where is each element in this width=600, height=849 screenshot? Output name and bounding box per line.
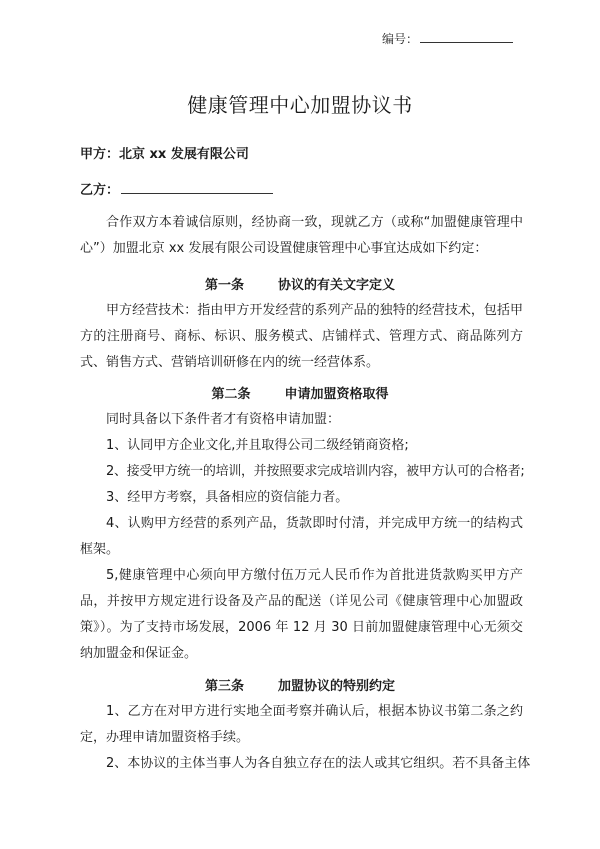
section-2-paragraph-4: 3、经甲方考察，具备相应的资信能力者。 (106, 490, 349, 505)
section-2-heading: 申请加盟资格取得 (284, 387, 389, 402)
section-2-paragraph-6: 5,健康管理中心须向甲方缴付伍万元人民币作为首批进货款购买甲方产品，并按甲方规定进行设备及产品的配送（详见公司《健康管理中心加盟政策》）。为了支持市场发展，2006 年 12 月 30 日前加盟健康管理中心无须交纳加盟金和保证金。 (80, 568, 523, 661)
document-number-blank (420, 30, 513, 43)
section-2-paragraph-5: 4、认购甲方经营的系列产品，货款即时付清，并完成甲方统一的结构式框架。 (80, 516, 523, 557)
section-1-body (80, 298, 523, 376)
section-3-paragraph-2: 2、本协议的主体当事人为各自独立存在的法人或其它组织。若不具备主体 (106, 756, 531, 771)
section-1-heading: 协议的有关文字定义 (278, 278, 396, 293)
section-2-paragraph-3: 2、接受甲方统一的培训，并按照要求完成培训内容，被甲方认可的合格者; (106, 464, 525, 479)
section-2-paragraph-1: 同时具备以下条件者才有资格申请加盟： (106, 412, 341, 427)
section-2-paragraph-2: 1、认同甲方企业文化,并且取得公司二级经销商资格; (106, 438, 409, 453)
section-2-body (80, 407, 523, 667)
party-b-blank (121, 180, 273, 194)
party-a-label: 甲方：北京 xx 发展有限公司 (80, 147, 249, 162)
party-b-label: 乙方： (80, 183, 120, 198)
section-3-title (0, 678, 600, 696)
section-3-body (80, 699, 531, 777)
intro-block (80, 210, 523, 262)
section-3-number: 第三条 (204, 679, 244, 694)
section-1-paragraph-1: 甲方经营技术：指由甲方开发经营的系列产品的独特的经营技术，包括甲方的注册商号、商标、标识、服务模式、店铺样式、管理方式、商品陈列方式、销售方式、营销培训研修在内的统一经营体系。 (80, 303, 523, 370)
document-number-label: 编号： (382, 32, 419, 46)
section-1-title (0, 277, 600, 295)
section-3-paragraph-1: 1、乙方在对甲方进行实地全面考察并确认后，根据本协议书第二条之约定，办理申请加盟资格手续。 (80, 704, 523, 745)
intro-paragraph: 合作双方本着诚信原则，经协商一致，现就乙方（或称“加盟健康管理中心”）加盟北京 xx 发展有限公司设置健康管理中心事宜达成如下约定： (80, 215, 523, 256)
section-2-number: 第二条 (211, 387, 251, 402)
party-b (80, 180, 273, 200)
section-1-number: 第一条 (204, 278, 244, 293)
document-title: 健康管理中心加盟协议书 (187, 93, 413, 117)
section-2-title (0, 386, 600, 404)
document-number (382, 30, 513, 47)
party-a (80, 146, 249, 164)
section-3-heading: 加盟协议的特别约定 (278, 679, 396, 694)
